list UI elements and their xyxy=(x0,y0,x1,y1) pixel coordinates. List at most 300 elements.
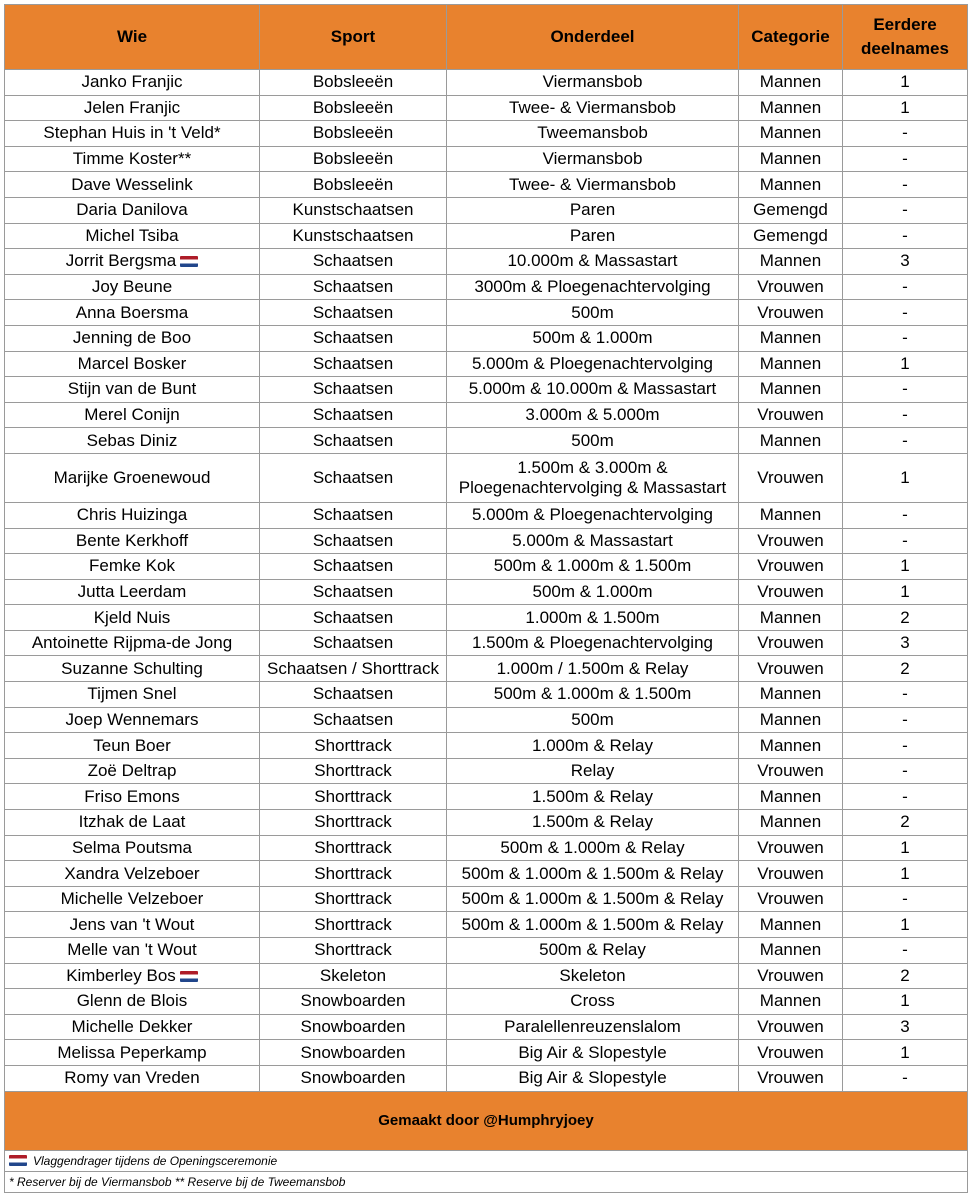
cell-onderdeel xyxy=(447,274,739,300)
cell-sport xyxy=(260,630,447,656)
cell-categorie-text: Mannen xyxy=(759,379,822,399)
cell-sport-text: Schaatsen xyxy=(312,405,394,425)
table-row xyxy=(5,707,968,733)
cell-wie-text: Joep Wennemars xyxy=(65,709,199,729)
cell-eerdere-deelnames-text: 2 xyxy=(900,607,910,627)
cell-wie xyxy=(5,682,260,708)
flag-note-text: Vlaggendrager tijdens de Openingsceremonie xyxy=(33,1153,278,1168)
cell-wie-text: Dave Wesselink xyxy=(71,174,193,194)
cell-categorie-text: Mannen xyxy=(759,607,822,627)
column-header-onderdeel: Onderdeel xyxy=(447,5,739,70)
cell-eerdere-deelnames xyxy=(843,402,968,428)
cell-categorie xyxy=(739,784,843,810)
cell-categorie-text: Mannen xyxy=(759,149,822,169)
cell-sport xyxy=(260,197,447,223)
cell-wie-text: Jutta Leerdam xyxy=(77,581,187,601)
table-row xyxy=(5,223,968,249)
cell-categorie-text: Vrouwen xyxy=(757,889,824,909)
table-row xyxy=(5,605,968,631)
netherlands-flag-icon xyxy=(180,256,198,267)
cell-sport-text: Schaatsen xyxy=(312,530,394,550)
cell-categorie-text: Mannen xyxy=(759,97,822,117)
cell-categorie-text: Mannen xyxy=(759,505,822,525)
cell-sport xyxy=(260,682,447,708)
cell-wie xyxy=(5,733,260,759)
table-row xyxy=(5,197,968,223)
cell-onderdeel xyxy=(447,630,739,656)
cell-sport xyxy=(260,351,447,377)
cell-wie-text: Tijmen Snel xyxy=(87,684,177,704)
cell-onderdeel-text: 500m xyxy=(571,302,614,322)
cell-wie-text: Jenning de Boo xyxy=(72,328,192,348)
cell-onderdeel-text: Twee- & Viermansbob xyxy=(509,174,676,194)
cell-onderdeel xyxy=(447,146,739,172)
cell-onderdeel-text: 1.000m & Relay xyxy=(532,735,653,755)
cell-wie xyxy=(5,377,260,403)
cell-eerdere-deelnames xyxy=(843,707,968,733)
cell-onderdeel-text: 5.000m & Ploegenachtervolging xyxy=(472,353,713,373)
cell-eerdere-deelnames-text: - xyxy=(902,200,908,220)
cell-categorie xyxy=(739,912,843,938)
cell-categorie xyxy=(739,886,843,912)
cell-categorie-text: Mannen xyxy=(759,430,822,450)
cell-wie-text: Friso Emons xyxy=(84,786,180,806)
cell-categorie xyxy=(739,300,843,326)
cell-eerdere-deelnames xyxy=(843,428,968,454)
cell-onderdeel xyxy=(447,325,739,351)
cell-onderdeel xyxy=(447,1040,739,1066)
cell-onderdeel xyxy=(447,528,739,554)
cell-eerdere-deelnames xyxy=(843,682,968,708)
cell-categorie-text: Vrouwen xyxy=(757,581,824,601)
cell-eerdere-deelnames-text: 3 xyxy=(900,251,910,271)
table-row xyxy=(5,453,968,502)
table-row xyxy=(5,70,968,96)
cell-eerdere-deelnames xyxy=(843,223,968,249)
cell-eerdere-deelnames-text: 2 xyxy=(900,658,910,678)
cell-sport xyxy=(260,70,447,96)
table-row xyxy=(5,274,968,300)
cell-categorie xyxy=(739,1014,843,1040)
cell-wie xyxy=(5,554,260,580)
cell-categorie xyxy=(739,121,843,147)
cell-onderdeel xyxy=(447,912,739,938)
cell-eerdere-deelnames xyxy=(843,453,968,502)
cell-sport xyxy=(260,172,447,198)
table-row xyxy=(5,963,968,989)
cell-eerdere-deelnames-text: - xyxy=(902,889,908,909)
cell-onderdeel-text: 1.000m & 1.500m xyxy=(525,607,660,627)
cell-onderdeel xyxy=(447,810,739,836)
cell-categorie-text: Vrouwen xyxy=(757,658,824,678)
cell-eerdere-deelnames xyxy=(843,554,968,580)
cell-wie xyxy=(5,810,260,836)
cell-onderdeel xyxy=(447,656,739,682)
cell-categorie-text: Vrouwen xyxy=(757,302,824,322)
cell-eerdere-deelnames-text: 1 xyxy=(900,1042,910,1062)
cell-eerdere-deelnames-text: - xyxy=(902,277,908,297)
cell-onderdeel xyxy=(447,428,739,454)
cell-wie-text: Glenn de Blois xyxy=(76,991,188,1011)
cell-eerdere-deelnames xyxy=(843,300,968,326)
cell-eerdere-deelnames xyxy=(843,605,968,631)
cell-wie-text: Jens van 't Wout xyxy=(69,914,195,934)
netherlands-flag-icon xyxy=(9,1155,27,1166)
cell-wie xyxy=(5,579,260,605)
cell-onderdeel-text: 500m & 1.000m & 1.500m & Relay xyxy=(461,863,724,883)
cell-eerdere-deelnames xyxy=(843,989,968,1015)
cell-sport xyxy=(260,554,447,580)
cell-wie xyxy=(5,172,260,198)
cell-wie xyxy=(5,223,260,249)
cell-wie-text: Femke Kok xyxy=(89,556,175,576)
cell-onderdeel xyxy=(447,172,739,198)
cell-onderdeel xyxy=(447,300,739,326)
cell-wie xyxy=(5,70,260,96)
table-row xyxy=(5,656,968,682)
cell-wie-text: Anna Boersma xyxy=(75,302,189,322)
cell-categorie xyxy=(739,274,843,300)
cell-wie-text: Janko Franjic xyxy=(81,72,183,92)
cell-sport-text: Schaatsen xyxy=(312,379,394,399)
cell-sport-text: Schaatsen xyxy=(312,467,394,487)
cell-eerdere-deelnames xyxy=(843,197,968,223)
cell-wie-text: Romy van Vreden xyxy=(64,1068,200,1088)
cell-eerdere-deelnames-text: - xyxy=(902,786,908,806)
cell-categorie-text: Mannen xyxy=(759,709,822,729)
cell-categorie xyxy=(739,579,843,605)
cell-eerdere-deelnames-text: - xyxy=(902,530,908,550)
cell-onderdeel-text: Big Air & Slopestyle xyxy=(518,1042,667,1062)
cell-eerdere-deelnames xyxy=(843,1065,968,1091)
note-row-reserve xyxy=(5,1171,968,1192)
cell-onderdeel-text: Viermansbob xyxy=(542,149,643,169)
cell-eerdere-deelnames-text: 1 xyxy=(900,556,910,576)
table-row xyxy=(5,402,968,428)
cell-categorie xyxy=(739,989,843,1015)
cell-wie xyxy=(5,95,260,121)
cell-eerdere-deelnames-text: 1 xyxy=(900,467,910,487)
cell-eerdere-deelnames-text: - xyxy=(902,940,908,960)
cell-eerdere-deelnames-text: 1 xyxy=(900,72,910,92)
table-row xyxy=(5,733,968,759)
cell-categorie-text: Vrouwen xyxy=(757,405,824,425)
cell-sport-text: Snowboarden xyxy=(300,991,406,1011)
cell-onderdeel xyxy=(447,579,739,605)
cell-categorie-text: Mannen xyxy=(759,328,822,348)
cell-eerdere-deelnames-text: - xyxy=(902,684,908,704)
cell-categorie-text: Gemengd xyxy=(753,225,828,245)
cell-eerdere-deelnames xyxy=(843,886,968,912)
cell-onderdeel-text: 1.500m & Relay xyxy=(532,812,653,832)
cell-categorie xyxy=(739,146,843,172)
table-row xyxy=(5,1040,968,1066)
cell-sport-text: Shorttrack xyxy=(314,863,392,883)
cell-onderdeel-text: 500m & 1.000m & 1.500m & Relay xyxy=(461,889,724,909)
table-row xyxy=(5,886,968,912)
cell-wie-text: Jorrit Bergsma xyxy=(65,251,177,271)
cell-eerdere-deelnames xyxy=(843,579,968,605)
cell-categorie xyxy=(739,172,843,198)
cell-sport-text: Schaatsen xyxy=(312,430,394,450)
cell-onderdeel-text: 500m & 1.000m & 1.500m xyxy=(493,556,692,576)
cell-wie xyxy=(5,300,260,326)
cell-onderdeel xyxy=(447,121,739,147)
cell-sport-text: Schaatsen xyxy=(312,607,394,627)
cell-onderdeel-text: 5.000m & Ploegenachtervolging xyxy=(472,505,713,525)
cell-wie xyxy=(5,351,260,377)
cell-onderdeel-text: 5.000m & Massastart xyxy=(512,530,673,550)
cell-wie-text: Michel Tsiba xyxy=(85,225,179,245)
cell-eerdere-deelnames xyxy=(843,1040,968,1066)
cell-onderdeel-text: 500m xyxy=(571,709,614,729)
cell-eerdere-deelnames xyxy=(843,912,968,938)
cell-wie-text: Suzanne Schulting xyxy=(61,658,203,678)
cell-onderdeel-text: Tweemansbob xyxy=(537,123,648,143)
cell-categorie xyxy=(739,682,843,708)
table-row xyxy=(5,325,968,351)
cell-wie xyxy=(5,428,260,454)
note-row-flag xyxy=(5,1150,968,1171)
cell-wie-text: Antoinette Rijpma-de Jong xyxy=(31,633,233,653)
table-row xyxy=(5,95,968,121)
cell-onderdeel-text: 500m & Relay xyxy=(539,940,646,960)
cell-eerdere-deelnames xyxy=(843,172,968,198)
cell-onderdeel xyxy=(447,502,739,528)
cell-categorie-text: Mannen xyxy=(759,914,822,934)
cell-wie xyxy=(5,1065,260,1091)
table-row xyxy=(5,810,968,836)
cell-sport xyxy=(260,579,447,605)
cell-wie xyxy=(5,605,260,631)
cell-eerdere-deelnames-text: 1 xyxy=(900,97,910,117)
cell-categorie xyxy=(739,351,843,377)
cell-sport xyxy=(260,502,447,528)
cell-sport xyxy=(260,912,447,938)
cell-onderdeel xyxy=(447,861,739,887)
table-row xyxy=(5,554,968,580)
cell-sport-text: Shorttrack xyxy=(314,786,392,806)
cell-onderdeel xyxy=(447,402,739,428)
cell-eerdere-deelnames-text: 3 xyxy=(900,1017,910,1037)
cell-categorie-text: Mannen xyxy=(759,72,822,92)
table-row xyxy=(5,938,968,964)
cell-sport xyxy=(260,402,447,428)
cell-categorie xyxy=(739,835,843,861)
cell-onderdeel xyxy=(447,989,739,1015)
cell-categorie xyxy=(739,630,843,656)
cell-sport-text: Schaatsen xyxy=(312,328,394,348)
cell-onderdeel-text: 1.500m & Relay xyxy=(532,786,653,806)
cell-categorie xyxy=(739,707,843,733)
cell-categorie-text: Mannen xyxy=(759,940,822,960)
cell-wie xyxy=(5,963,260,989)
table-row xyxy=(5,912,968,938)
cell-eerdere-deelnames-text: - xyxy=(902,379,908,399)
cell-categorie xyxy=(739,428,843,454)
cell-eerdere-deelnames xyxy=(843,784,968,810)
cell-sport-text: Bobsleeën xyxy=(312,97,394,117)
cell-sport-text: Snowboarden xyxy=(300,1068,406,1088)
cell-wie xyxy=(5,938,260,964)
cell-wie-text: Melissa Peperkamp xyxy=(57,1042,207,1062)
cell-wie-text: Sebas Diniz xyxy=(86,430,178,450)
cell-wie xyxy=(5,197,260,223)
table-row xyxy=(5,121,968,147)
cell-wie-text: Teun Boer xyxy=(93,735,171,755)
cell-sport-text: Bobsleeën xyxy=(312,149,394,169)
cell-eerdere-deelnames-text: - xyxy=(902,505,908,525)
cell-sport xyxy=(260,121,447,147)
cell-wie-text: Joy Beune xyxy=(91,277,173,297)
table-row xyxy=(5,502,968,528)
cell-sport xyxy=(260,1040,447,1066)
cell-categorie xyxy=(739,938,843,964)
cell-eerdere-deelnames-text: 2 xyxy=(900,812,910,832)
cell-onderdeel xyxy=(447,682,739,708)
cell-categorie xyxy=(739,453,843,502)
cell-sport xyxy=(260,1014,447,1040)
cell-categorie-text: Vrouwen xyxy=(757,633,824,653)
cell-sport xyxy=(260,835,447,861)
cell-categorie xyxy=(739,377,843,403)
cell-onderdeel-text: 500m & 1.000m & 1.500m & Relay xyxy=(461,914,724,934)
credit-row xyxy=(5,1091,968,1150)
cell-sport-text: Kunstschaatsen xyxy=(292,225,414,245)
cell-eerdere-deelnames xyxy=(843,810,968,836)
table-row xyxy=(5,528,968,554)
cell-sport xyxy=(260,223,447,249)
cell-sport-text: Snowboarden xyxy=(300,1017,406,1037)
cell-wie xyxy=(5,912,260,938)
cell-sport-text: Schaatsen / Shorttrack xyxy=(267,658,439,678)
cell-wie-text: Marcel Bosker xyxy=(77,353,187,373)
cell-sport-text: Shorttrack xyxy=(314,889,392,909)
cell-wie-text: Bente Kerkhoff xyxy=(75,530,189,550)
cell-sport xyxy=(260,274,447,300)
table-row xyxy=(5,630,968,656)
table-row xyxy=(5,835,968,861)
cell-categorie xyxy=(739,733,843,759)
cell-wie-text: Marijke Groenewoud xyxy=(53,467,211,487)
table-row xyxy=(5,1065,968,1091)
cell-wie xyxy=(5,989,260,1015)
cell-categorie xyxy=(739,197,843,223)
cell-wie xyxy=(5,886,260,912)
cell-eerdere-deelnames xyxy=(843,146,968,172)
cell-categorie xyxy=(739,402,843,428)
cell-sport-text: Schaatsen xyxy=(312,505,394,525)
cell-categorie-text: Mannen xyxy=(759,684,822,704)
cell-sport xyxy=(260,656,447,682)
cell-onderdeel xyxy=(447,835,739,861)
cell-wie-text: Chris Huizinga xyxy=(76,505,188,525)
table-row xyxy=(5,146,968,172)
cell-eerdere-deelnames xyxy=(843,758,968,784)
cell-onderdeel-text: Paren xyxy=(569,200,616,220)
cell-eerdere-deelnames-text: - xyxy=(902,225,908,245)
cell-wie-text: Jelen Franjic xyxy=(83,97,181,117)
cell-eerdere-deelnames xyxy=(843,95,968,121)
cell-categorie xyxy=(739,554,843,580)
cell-wie xyxy=(5,402,260,428)
table-row xyxy=(5,579,968,605)
cell-wie-text: Merel Conijn xyxy=(84,405,180,425)
cell-sport xyxy=(260,146,447,172)
cell-wie-text: Kimberley Bos xyxy=(66,965,176,985)
cell-sport xyxy=(260,861,447,887)
cell-eerdere-deelnames-text: 1 xyxy=(900,837,910,857)
cell-wie-text: Kjeld Nuis xyxy=(93,607,171,627)
cell-eerdere-deelnames-text: 1 xyxy=(900,581,910,601)
cell-onderdeel-text: 3.000m & 5.000m xyxy=(525,405,660,425)
cell-wie xyxy=(5,121,260,147)
cell-categorie-text: Mannen xyxy=(759,991,822,1011)
cell-eerdere-deelnames-text: 1 xyxy=(900,353,910,373)
cell-sport xyxy=(260,810,447,836)
credit-text: Gemaakt door @Humphryjoey xyxy=(5,1091,968,1150)
cell-wie-text: Michelle Velzeboer xyxy=(60,889,204,909)
cell-sport xyxy=(260,453,447,502)
cell-sport xyxy=(260,938,447,964)
athlete-table xyxy=(4,4,968,1193)
cell-wie-text: Michelle Dekker xyxy=(71,1017,193,1037)
cell-eerdere-deelnames-text: 1 xyxy=(900,991,910,1011)
cell-categorie xyxy=(739,758,843,784)
cell-eerdere-deelnames xyxy=(843,121,968,147)
cell-wie xyxy=(5,502,260,528)
flag-note xyxy=(5,1150,968,1171)
cell-sport-text: Shorttrack xyxy=(314,735,392,755)
cell-categorie-text: Vrouwen xyxy=(757,965,824,985)
cell-eerdere-deelnames-text: 1 xyxy=(900,863,910,883)
cell-sport-text: Schaatsen xyxy=(312,556,394,576)
cell-onderdeel xyxy=(447,223,739,249)
cell-categorie xyxy=(739,605,843,631)
cell-onderdeel xyxy=(447,197,739,223)
cell-eerdere-deelnames xyxy=(843,938,968,964)
cell-onderdeel-text: 5.000m & 10.000m & Massastart xyxy=(468,379,717,399)
cell-sport-text: Shorttrack xyxy=(314,940,392,960)
cell-eerdere-deelnames-text: 1 xyxy=(900,914,910,934)
table-row xyxy=(5,172,968,198)
cell-eerdere-deelnames xyxy=(843,528,968,554)
cell-eerdere-deelnames-text: - xyxy=(902,123,908,143)
cell-categorie xyxy=(739,810,843,836)
cell-onderdeel-text: 10.000m & Massastart xyxy=(507,251,678,271)
cell-eerdere-deelnames xyxy=(843,377,968,403)
table-header-row xyxy=(5,5,968,70)
cell-eerdere-deelnames xyxy=(843,963,968,989)
cell-categorie-text: Vrouwen xyxy=(757,761,824,781)
cell-onderdeel xyxy=(447,249,739,275)
cell-categorie xyxy=(739,95,843,121)
cell-onderdeel xyxy=(447,938,739,964)
cell-onderdeel xyxy=(447,1014,739,1040)
cell-onderdeel-text: Paralellenreuzenslalom xyxy=(504,1017,681,1037)
cell-sport-text: Schaatsen xyxy=(312,633,394,653)
cell-onderdeel xyxy=(447,784,739,810)
cell-onderdeel xyxy=(447,605,739,631)
cell-categorie-text: Vrouwen xyxy=(757,1017,824,1037)
cell-wie-text: Xandra Velzeboer xyxy=(64,863,200,883)
cell-onderdeel-text: 500m xyxy=(571,430,614,450)
cell-wie xyxy=(5,146,260,172)
cell-categorie-text: Mannen xyxy=(759,786,822,806)
cell-eerdere-deelnames xyxy=(843,502,968,528)
cell-sport xyxy=(260,886,447,912)
cell-eerdere-deelnames xyxy=(843,274,968,300)
